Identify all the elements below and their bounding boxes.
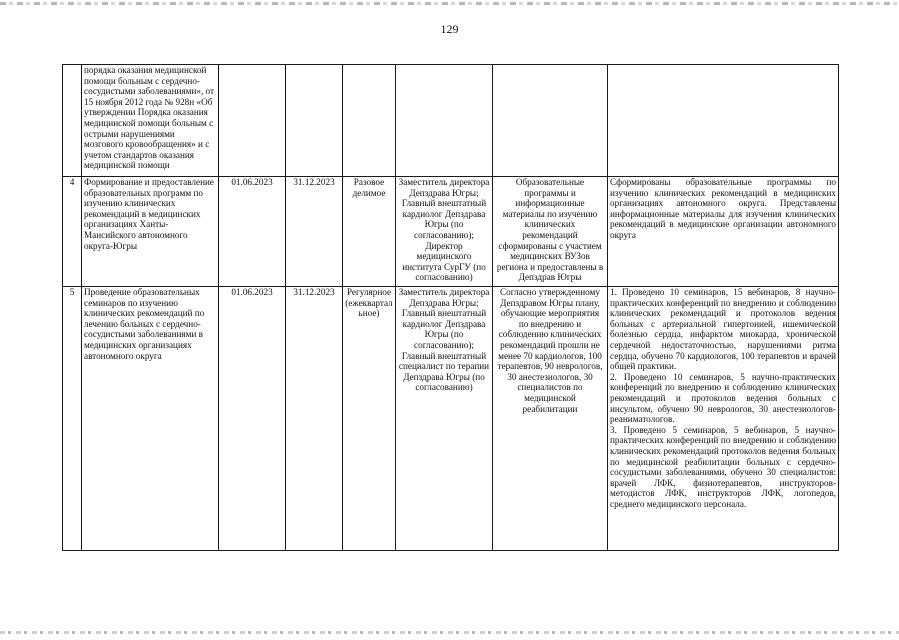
task-cell: порядка оказания медицинской помощи больным с сердечно-сосудистыми заболеваниями», от 15 ноября 2012 года № 928н «Об утверждении Порядка оказания медицинской помощи больным с острыми нарушениями мозгового кровообращения» и с учетом стандартов оказания медицинской помощи (82, 65, 219, 177)
action-plan-table (62, 64, 839, 551)
completion-cell (608, 65, 839, 177)
result-cell: Согласно утвержденному Депздравом Югры плану, обучающие мероприятия по внедрению и соблюдению клинических рекомендаций прошли не менее 70 кардиологов, 100 терапевтов, 90 неврологов, 30 анестезиологов, 30 специалистов по медицинской реабилитации (493, 287, 608, 551)
table-row (63, 65, 839, 177)
frequency-cell: Разовое делимое (343, 177, 396, 287)
completion-paragraph: 3. Проведено 5 семинаров, 5 вебинаров, 5 научно-практических конференций по внедрению и соблюдению клинических рекомендаций протоколов ведения больных по медицинской реабилитации больных с сердечно-сосудистыми заболеваниями, обучено 30 специалистов: врачей ЛФК, физиотерапевтов, инструкторов- методистов ЛФК, инструкторов ЛФК, логопедов, среднего медицинского персонала. (610, 424, 836, 509)
result-cell (493, 65, 608, 177)
start-date-cell: 01.06.2023 (219, 287, 286, 551)
responsible-cell: Заместитель директора Депздрава Югры; Главный внештатный кардиолог Депздрава Югры (по согласованию); Главный внештатный специалист по терапии Депздрава Югры (по согласованию) (396, 287, 493, 551)
result-cell: Образовательные программы и информационные материалы по изучению клинических рекомендаций сформированы с участием медицинских ВУЗов региона и предоставлены в Депздрав Югры (493, 177, 608, 287)
task-cell: Формирование и предоставление образовательных программ по изучению клинических рекомендаций в медицинских организациях Ханты-Мансийского автономного округа-Югры (82, 177, 219, 287)
responsible-cell (396, 65, 493, 177)
frequency-cell (343, 65, 396, 177)
start-date-cell: 01.06.2023 (219, 177, 286, 287)
completion-cell (608, 177, 839, 287)
end-date-cell (286, 65, 343, 177)
row-number: 4 (63, 177, 82, 287)
start-date-cell (219, 65, 286, 177)
frequency-cell: Регулярное (ежеквартальное) (343, 287, 396, 551)
row-number: 5 (63, 287, 82, 551)
page-number: 129 (440, 22, 459, 36)
task-cell: Проведение образовательных семинаров по изучению клинических рекомендаций по лечению больных с сердечно-сосудистыми заболеваниями в медицинских организациях автономного округа (82, 287, 219, 551)
completion-paragraph: 1. Проведено 10 семинаров, 15 вебинаров, 8 научно-практических конференций по внедрению и соблюдению клинических рекомендаций и протоколов ведения больных с артериальной гипертонией, ишемической болезнью сердца, инфарктом миокарда, хронической сердечной недостаточностью, нарушениями ритма сердца, обучено 70 кардиологов, 100 терапевтов и врачей общей практики. (610, 287, 836, 372)
completion-paragraph: 2. Проведено 10 семинаров, 5 научно-практических конференций по внедрению и соблюдению клинических рекомендаций и протоколов ведения больных с инсультом, обучено 90 неврологов, 30 анестезиологов-реаниматологов. (610, 371, 836, 425)
completion-cell (608, 287, 839, 551)
end-date-cell: 31.12.2023 (286, 287, 343, 551)
scan-edge-bottom (0, 631, 899, 634)
end-date-cell: 31.12.2023 (286, 177, 343, 287)
table-row (63, 287, 839, 551)
row-number (63, 65, 82, 177)
completion-paragraph: Сформированы образовательные программы по изучению клинических рекомендаций в медицинских организациях автономного округа. Представлены информационные материалы для изучения клинических рекомендаций в медицинские организации автономного округа (610, 177, 836, 240)
table-row (63, 177, 839, 287)
scan-edge-top (0, 2, 899, 5)
responsible-cell: Заместитель директора Депздрава Югры; Главный внештатный кардиолог Депздрава Югры (по согласованию); Директор медицинского института СурГУ (по согласованию) (396, 177, 493, 287)
